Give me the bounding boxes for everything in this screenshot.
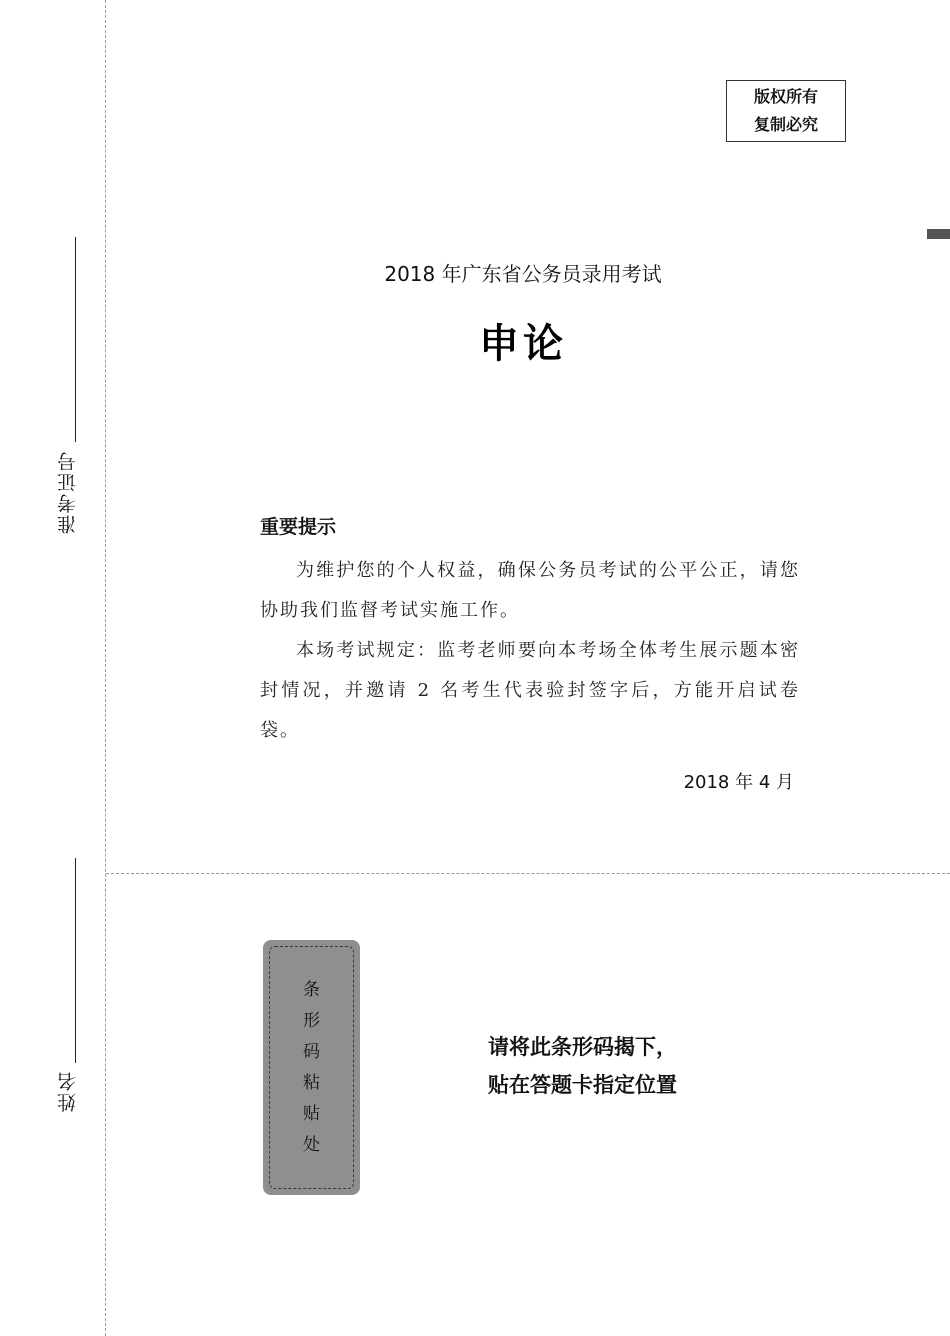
edge-registration-mark — [927, 229, 950, 239]
barcode-label-char: 处 — [303, 1134, 320, 1155]
barcode-instruction-line-2: 贴在答题卡指定位置 — [488, 1073, 677, 1097]
barcode-label-char: 粘 — [303, 1072, 320, 1093]
copyright-line-2: 复制必究 — [753, 115, 818, 134]
notice-paragraph-1: 为维护您的个人权益，确保公务员考试的公平公正，请您协助我们监督考试实施工作。 — [260, 560, 800, 621]
name-label: 姓名 — [57, 1070, 79, 1112]
barcode-sticker-inner — [269, 946, 354, 1189]
barcode-label-char: 贴 — [303, 1103, 320, 1124]
barcode-instruction — [488, 1028, 677, 1104]
subject-title: 申论 — [479, 321, 567, 367]
exam-title: 2018 年广东省公务员录用考试 — [384, 262, 662, 286]
name-underline — [75, 858, 76, 1063]
copyright-line-1: 版权所有 — [753, 87, 818, 106]
barcode-instruction-line-1: 请将此条形码揭下， — [488, 1035, 677, 1059]
barcode-label-char: 形 — [303, 1010, 320, 1031]
notice-body — [260, 551, 800, 751]
notice-heading: 重要提示 — [260, 516, 337, 538]
cut-line-horizontal — [106, 873, 950, 874]
barcode-label-char: 条 — [303, 979, 320, 1000]
binding-cut-line-vertical — [105, 0, 106, 1336]
copyright-box — [726, 80, 846, 142]
notice-paragraph-2: 本场考试规定：监考老师要向本考场全体考生展示题本密封情况，并邀请 2 名考生代表验封签字后，方能开启试卷袋。 — [260, 640, 800, 741]
barcode-label-char: 码 — [303, 1041, 320, 1062]
exam-id-label: 准考证号 — [57, 450, 79, 534]
notice-date: 2018 年 4 月 — [683, 772, 794, 793]
barcode-sticker-area — [263, 940, 360, 1195]
